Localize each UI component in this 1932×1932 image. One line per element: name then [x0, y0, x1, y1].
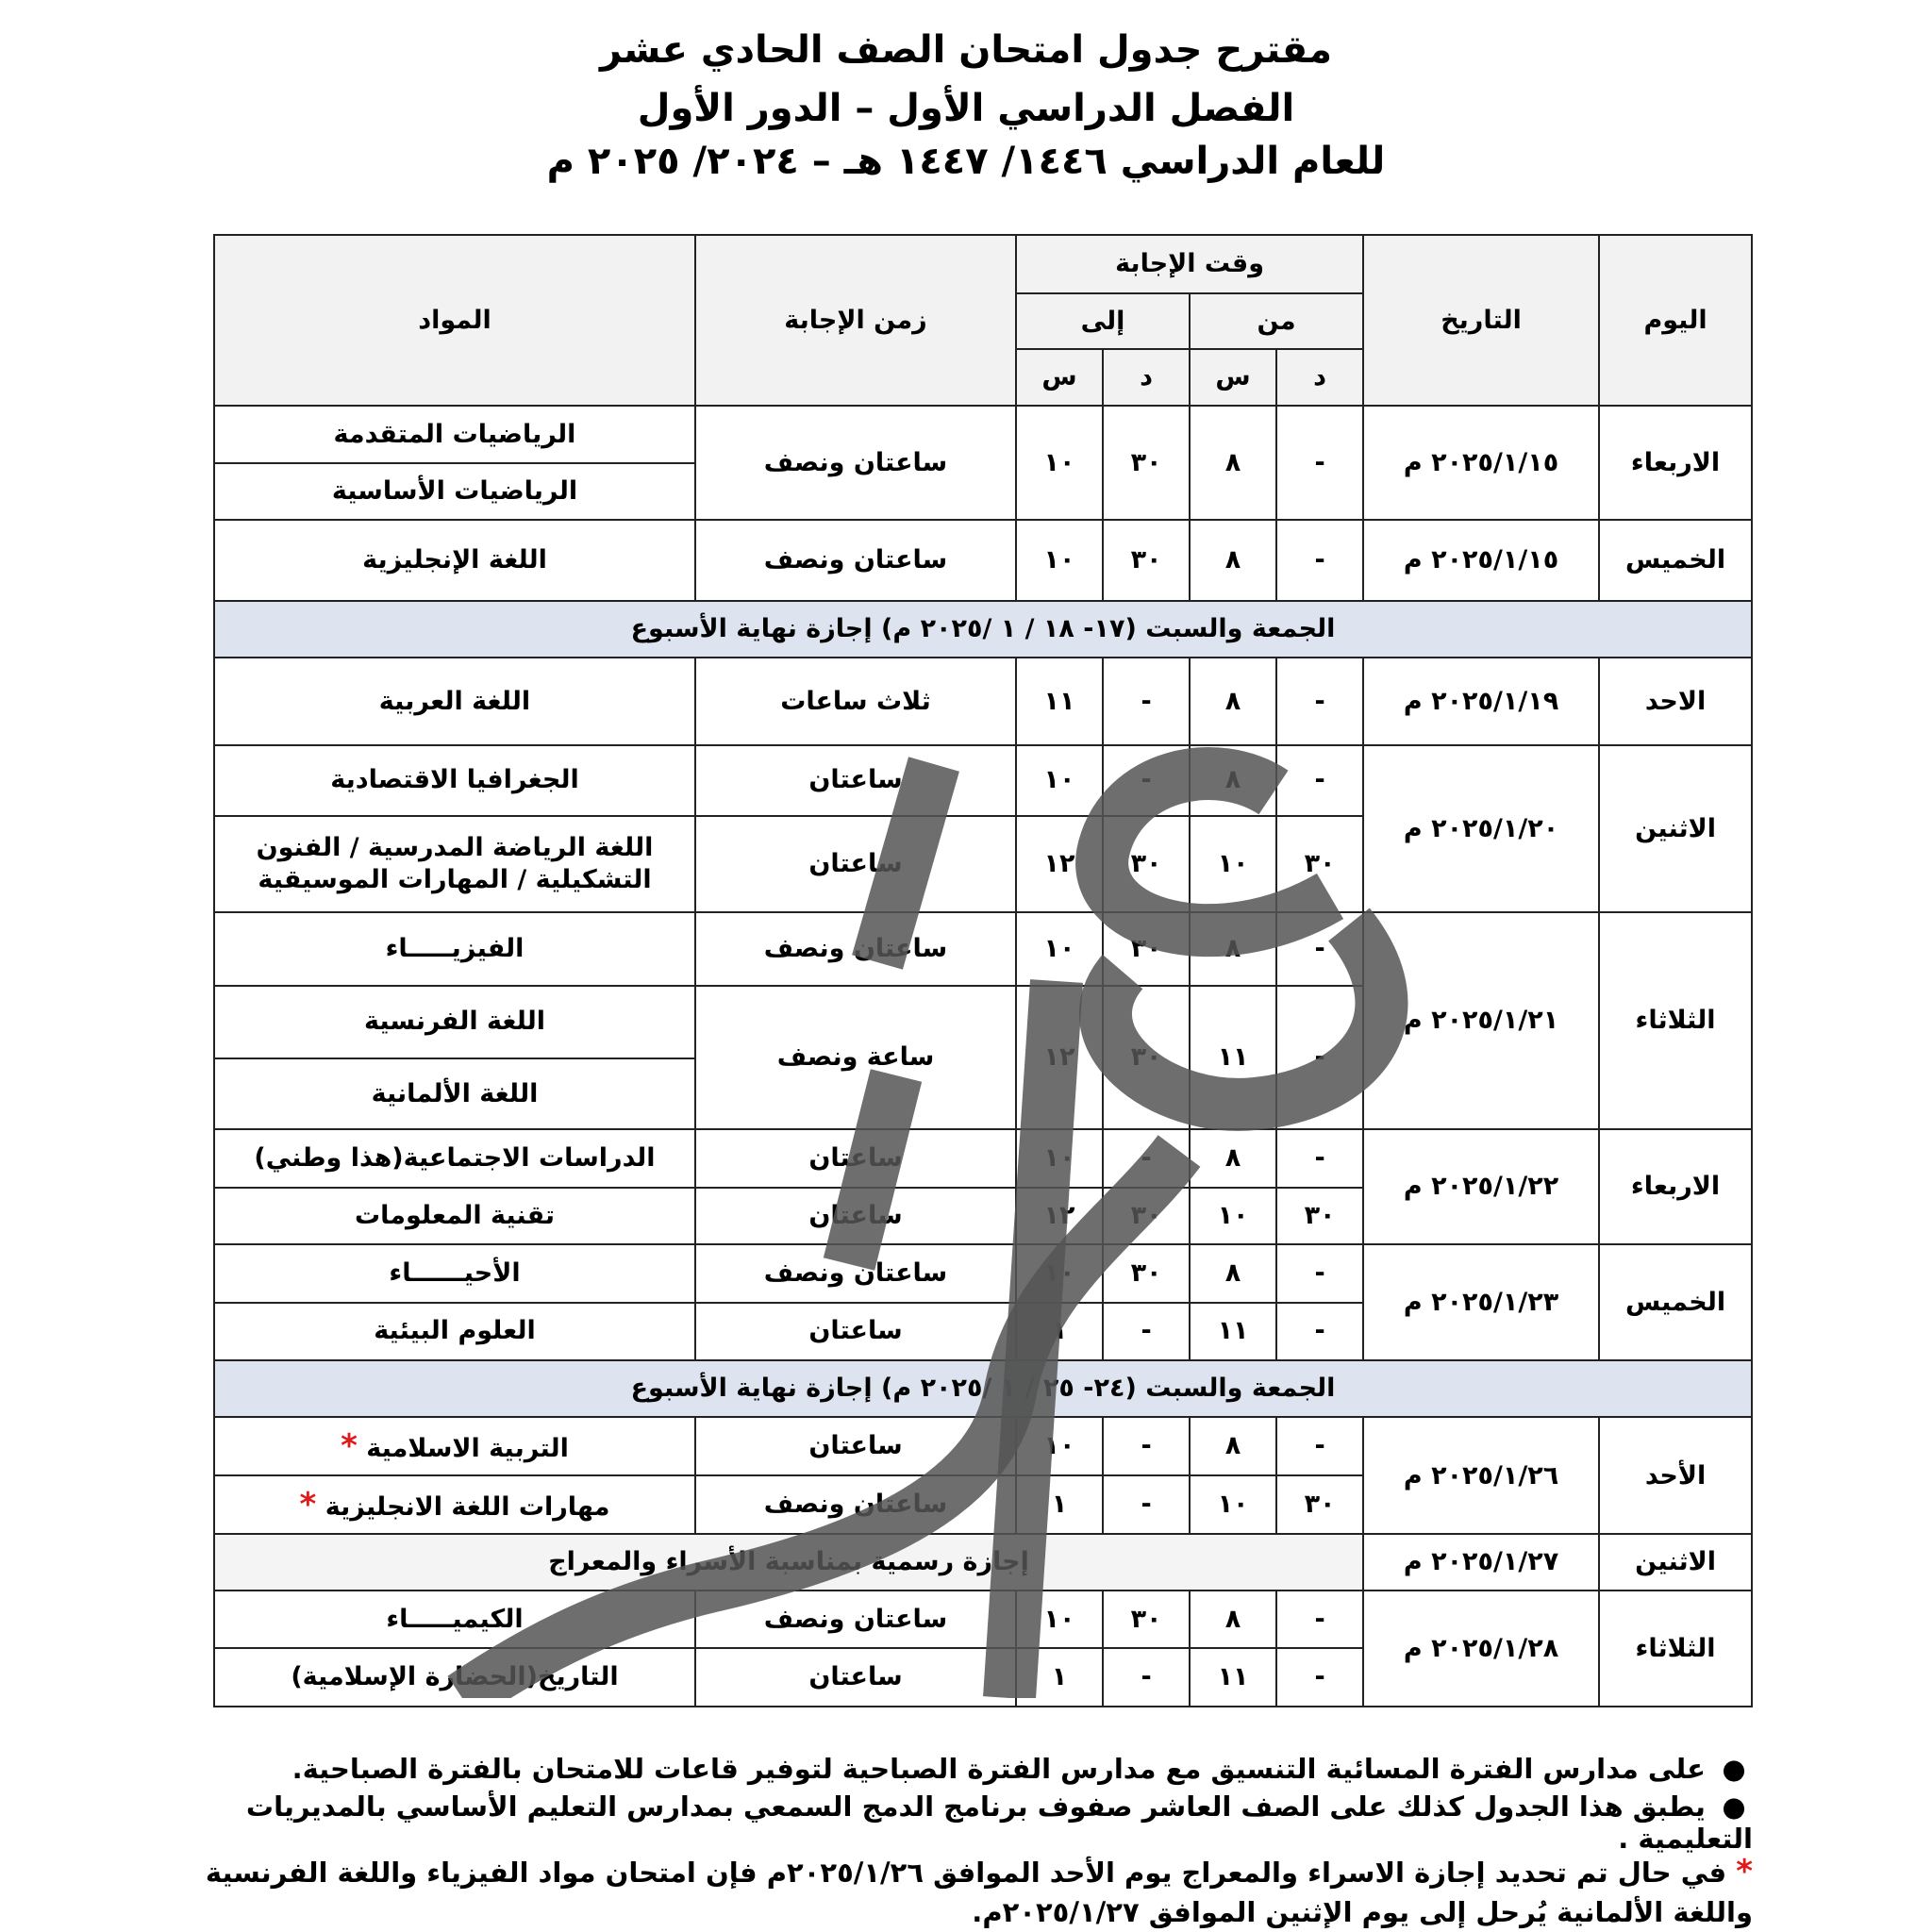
cell-from-hour: ٨: [1190, 1244, 1276, 1302]
cell-day: الأحد: [1599, 1417, 1752, 1534]
cell-subject: الأحيــــــاء: [214, 1244, 695, 1302]
cell-subject: العلوم البيئية: [214, 1303, 695, 1360]
cell-from-hour: ٨: [1190, 745, 1276, 816]
cell-subject: الجغرافيا الاقتصادية: [214, 745, 695, 816]
header-from-minute: د: [1276, 349, 1363, 406]
cell-to-hour: ١٠: [1016, 1417, 1103, 1474]
title-line-2: الفصل الدراسي الأول – الدور الأول: [637, 87, 1295, 130]
cell-from-hour: ٨: [1190, 658, 1276, 745]
cell-to-hour: ١: [1016, 1648, 1103, 1707]
cell-day: الثلاثاء: [1599, 912, 1752, 1129]
cell-from-minute: ٣٠: [1276, 1475, 1363, 1534]
cell-from-minute: -: [1276, 658, 1363, 745]
cell-date: ٢٠٢٥/١/٢٣ م: [1363, 1244, 1599, 1360]
cell-from-minute: ٣٠: [1276, 1188, 1363, 1244]
cell-to-minute: ٣٠: [1103, 520, 1190, 601]
weekend-holiday-row: الجمعة والسبت (١٧- ١٨ / ١ /٢٠٢٥ م) إجازة نهاية الأسبوع: [214, 601, 1752, 658]
cell-to-hour: ١٠: [1016, 520, 1103, 601]
cell-to-hour: ١: [1016, 1303, 1103, 1360]
cell-subject: التاريخ(الحضارة الإسلامية): [214, 1648, 695, 1707]
cell-day: الاربعاء: [1599, 406, 1752, 520]
cell-to-minute: -: [1103, 1303, 1190, 1360]
cell-from-minute: -: [1276, 406, 1363, 520]
cell-day: الثلاثاء: [1599, 1591, 1752, 1707]
cell-duration: ساعتان: [695, 745, 1016, 816]
cell-from-hour: ١١: [1190, 1648, 1276, 1707]
cell-duration: ساعتان: [695, 816, 1016, 913]
cell-subject: الفيزيـــــاء: [214, 912, 695, 986]
cell-to-hour: ١٢: [1016, 986, 1103, 1129]
cell-to-minute: ٣٠: [1103, 816, 1190, 913]
cell-date: ٢٠٢٥/١/٢٠ م: [1363, 745, 1599, 912]
asterisk-icon: *: [341, 1426, 358, 1465]
header-date: التاريخ: [1363, 235, 1599, 406]
cell-to-minute: -: [1103, 1417, 1190, 1474]
cell-subject: اللغة الألمانية: [214, 1058, 695, 1130]
cell-to-minute: -: [1103, 1648, 1190, 1707]
cell-date: ٢٠٢٥/١/١٥ م: [1363, 520, 1599, 601]
cell-subject: الكيميـــــاء: [214, 1591, 695, 1648]
cell-day: الاحد: [1599, 658, 1752, 745]
cell-to-minute: ٣٠: [1103, 1188, 1190, 1244]
cell-subject: [214, 1417, 695, 1474]
cell-to-minute: ٣٠: [1103, 986, 1190, 1129]
cell-day: الاربعاء: [1599, 1129, 1752, 1244]
cell-duration: ساعتان: [695, 1129, 1016, 1187]
cell-duration: ساعتان: [695, 1303, 1016, 1360]
cell-from-minute: -: [1276, 1303, 1363, 1360]
cell-date: ٢٠٢٥/١/١٥ م: [1363, 406, 1599, 520]
cell-duration: ساعتان ونصف: [695, 520, 1016, 601]
cell-subject: الرياضيات المتقدمة: [214, 406, 695, 462]
cell-from-minute: -: [1276, 986, 1363, 1129]
note-1: [179, 1753, 1753, 1785]
cell-from-hour: ٨: [1190, 912, 1276, 986]
cell-from-hour: ١١: [1190, 986, 1276, 1129]
cell-to-minute: ٣٠: [1103, 406, 1190, 520]
cell-subject: اللغة العربية: [214, 658, 695, 745]
cell-to-hour: ١٢: [1016, 816, 1103, 913]
cell-to-hour: ١٠: [1016, 1244, 1103, 1302]
cell-from-hour: ٨: [1190, 1591, 1276, 1648]
cell-to-hour: ١١: [1016, 658, 1103, 745]
header-from: من: [1190, 293, 1363, 348]
cell-to-hour: ١٠: [1016, 406, 1103, 520]
cell-from-minute: -: [1276, 1244, 1363, 1302]
note-text: يطبق هذا الجدول كذلك على الصف العاشر صفوف برنامج الدمج السمعي بمدارس التعليم الأساسي بالمديريات التعليمية .: [245, 1790, 1753, 1855]
cell-to-hour: ١٠: [1016, 1129, 1103, 1187]
cell-duration: ساعتان ونصف: [695, 1591, 1016, 1648]
cell-day: الخميس: [1599, 520, 1752, 601]
cell-from-minute: ٣٠: [1276, 816, 1363, 913]
header-duration: زمن الإجابة: [695, 235, 1016, 406]
cell-duration: ساعتان ونصف: [695, 1244, 1016, 1302]
cell-duration: ساعتان ونصف: [695, 912, 1016, 986]
cell-duration: ساعتان ونصف: [695, 1475, 1016, 1534]
cell-date: ٢٠٢٥/١/١٩ م: [1363, 658, 1599, 745]
cell-to-minute: -: [1103, 658, 1190, 745]
header-to-minute: د: [1103, 349, 1190, 406]
cell-to-hour: ١٢: [1016, 1188, 1103, 1244]
cell-subject: [214, 1475, 695, 1534]
asterisk-icon: *: [299, 1485, 317, 1524]
cell-from-hour: ١١: [1190, 1303, 1276, 1360]
cell-from-hour: ٨: [1190, 520, 1276, 601]
cell-from-hour: ٨: [1190, 1129, 1276, 1187]
bullet-icon: ●: [1722, 1753, 1746, 1785]
header-from-hour: س: [1190, 349, 1276, 406]
asterisk-icon: *: [1736, 1853, 1753, 1890]
cell-to-hour: ١: [1016, 1475, 1103, 1534]
cell-to-minute: ٣٠: [1103, 1591, 1190, 1648]
cell-date: ٢٠٢٥/١/٢٧ م: [1363, 1534, 1599, 1590]
cell-from-hour: ١٠: [1190, 1475, 1276, 1534]
note-text: على مدارس الفترة المسائية التنسيق مع مدارس الفترة الصباحية لتوفير قاعات للامتحان بالفترة الصباحية.: [291, 1753, 1706, 1785]
subject-label: التربية الاسلامية: [366, 1433, 569, 1463]
cell-duration: ساعتان ونصف: [695, 406, 1016, 520]
header-to: إلى: [1016, 293, 1190, 348]
cell-to-minute: -: [1103, 1475, 1190, 1534]
cell-from-minute: -: [1276, 912, 1363, 986]
weekend-holiday-row: الجمعة والسبت (٢٤- ٢٥ / ١ /٢٠٢٥ م) إجازة نهاية الأسبوع: [214, 1360, 1752, 1417]
cell-subject: [214, 816, 695, 913]
header-to-hour: س: [1016, 349, 1103, 406]
footnote: [179, 1851, 1753, 1931]
subject-line: اللغة الرياضة المدرسية / الفنون: [256, 833, 654, 863]
official-holiday-cell: إجازة رسمية بمناسبة الأسراء والمعراج: [214, 1534, 1363, 1590]
exam-schedule-table: [213, 234, 1753, 1707]
cell-day: الاثنين: [1599, 1534, 1752, 1590]
cell-from-minute: -: [1276, 1591, 1363, 1648]
header-answer-time: وقت الإجابة: [1016, 235, 1363, 293]
cell-subject: الدراسات الاجتماعية(هذا وطني): [214, 1129, 695, 1187]
cell-duration: ساعتان: [695, 1648, 1016, 1707]
cell-from-hour: ٨: [1190, 1417, 1276, 1474]
cell-duration: ساعة ونصف: [695, 986, 1016, 1129]
header-day: اليوم: [1599, 235, 1752, 406]
note-2: [179, 1790, 1753, 1855]
cell-from-hour: ٨: [1190, 406, 1276, 520]
cell-subject: اللغة الإنجليزية: [214, 520, 695, 601]
cell-to-minute: ٣٠: [1103, 1244, 1190, 1302]
title-line-1: مقترح جدول امتحان الصف الحادي عشر: [600, 28, 1332, 72]
cell-date: ٢٠٢٥/١/٢٦ م: [1363, 1417, 1599, 1534]
cell-day: الاثنين: [1599, 745, 1752, 912]
cell-from-hour: ١٠: [1190, 816, 1276, 913]
cell-from-minute: -: [1276, 1417, 1363, 1474]
cell-date: ٢٠٢٥/١/٢٢ م: [1363, 1129, 1599, 1244]
bullet-icon: ●: [1722, 1790, 1746, 1823]
cell-subject: تقنية المعلومات: [214, 1188, 695, 1244]
cell-to-minute: ٣٠: [1103, 912, 1190, 986]
cell-from-hour: ١٠: [1190, 1188, 1276, 1244]
cell-subject: اللغة الفرنسية: [214, 986, 695, 1058]
cell-to-minute: -: [1103, 1129, 1190, 1187]
cell-date: ٢٠٢٥/١/٢٨ م: [1363, 1591, 1599, 1707]
subject-line: التشكيلية / المهارات الموسيقية: [258, 865, 652, 895]
subject-label: مهارات اللغة الانجليزية: [325, 1491, 610, 1522]
cell-duration: ساعتان: [695, 1417, 1016, 1474]
cell-to-hour: ١٠: [1016, 912, 1103, 986]
cell-to-hour: ١٠: [1016, 745, 1103, 816]
cell-to-minute: -: [1103, 745, 1190, 816]
cell-day: الخميس: [1599, 1244, 1752, 1360]
cell-subject: الرياضيات الأساسية: [214, 463, 695, 520]
cell-date: ٢٠٢٥/١/٢١ م: [1363, 912, 1599, 1129]
footnote-text: في حال تم تحديد إجازة الاسراء والمعراج يوم الأحد الموافق ٢٠٢٥/١/٢٦م فإن امتحان مواد الفيزياء واللغة الفرنسية واللغة الألمانية يُرحل إلى يوم الإثنين الموافق ٢٠٢٥/١/٢٧م.: [205, 1857, 1753, 1928]
cell-from-minute: -: [1276, 1648, 1363, 1707]
header-subjects: المواد: [214, 235, 695, 406]
title-line-3: للعام الدراسي ١٤٤٦/ ١٤٤٧ هـ – ٢٠٢٤/ ٢٠٢٥ م: [546, 140, 1386, 183]
cell-duration: ثلاث ساعات: [695, 658, 1016, 745]
cell-from-minute: -: [1276, 745, 1363, 816]
cell-to-hour: ١٠: [1016, 1591, 1103, 1648]
cell-from-minute: -: [1276, 520, 1363, 601]
cell-from-minute: -: [1276, 1129, 1363, 1187]
cell-duration: ساعتان: [695, 1188, 1016, 1244]
